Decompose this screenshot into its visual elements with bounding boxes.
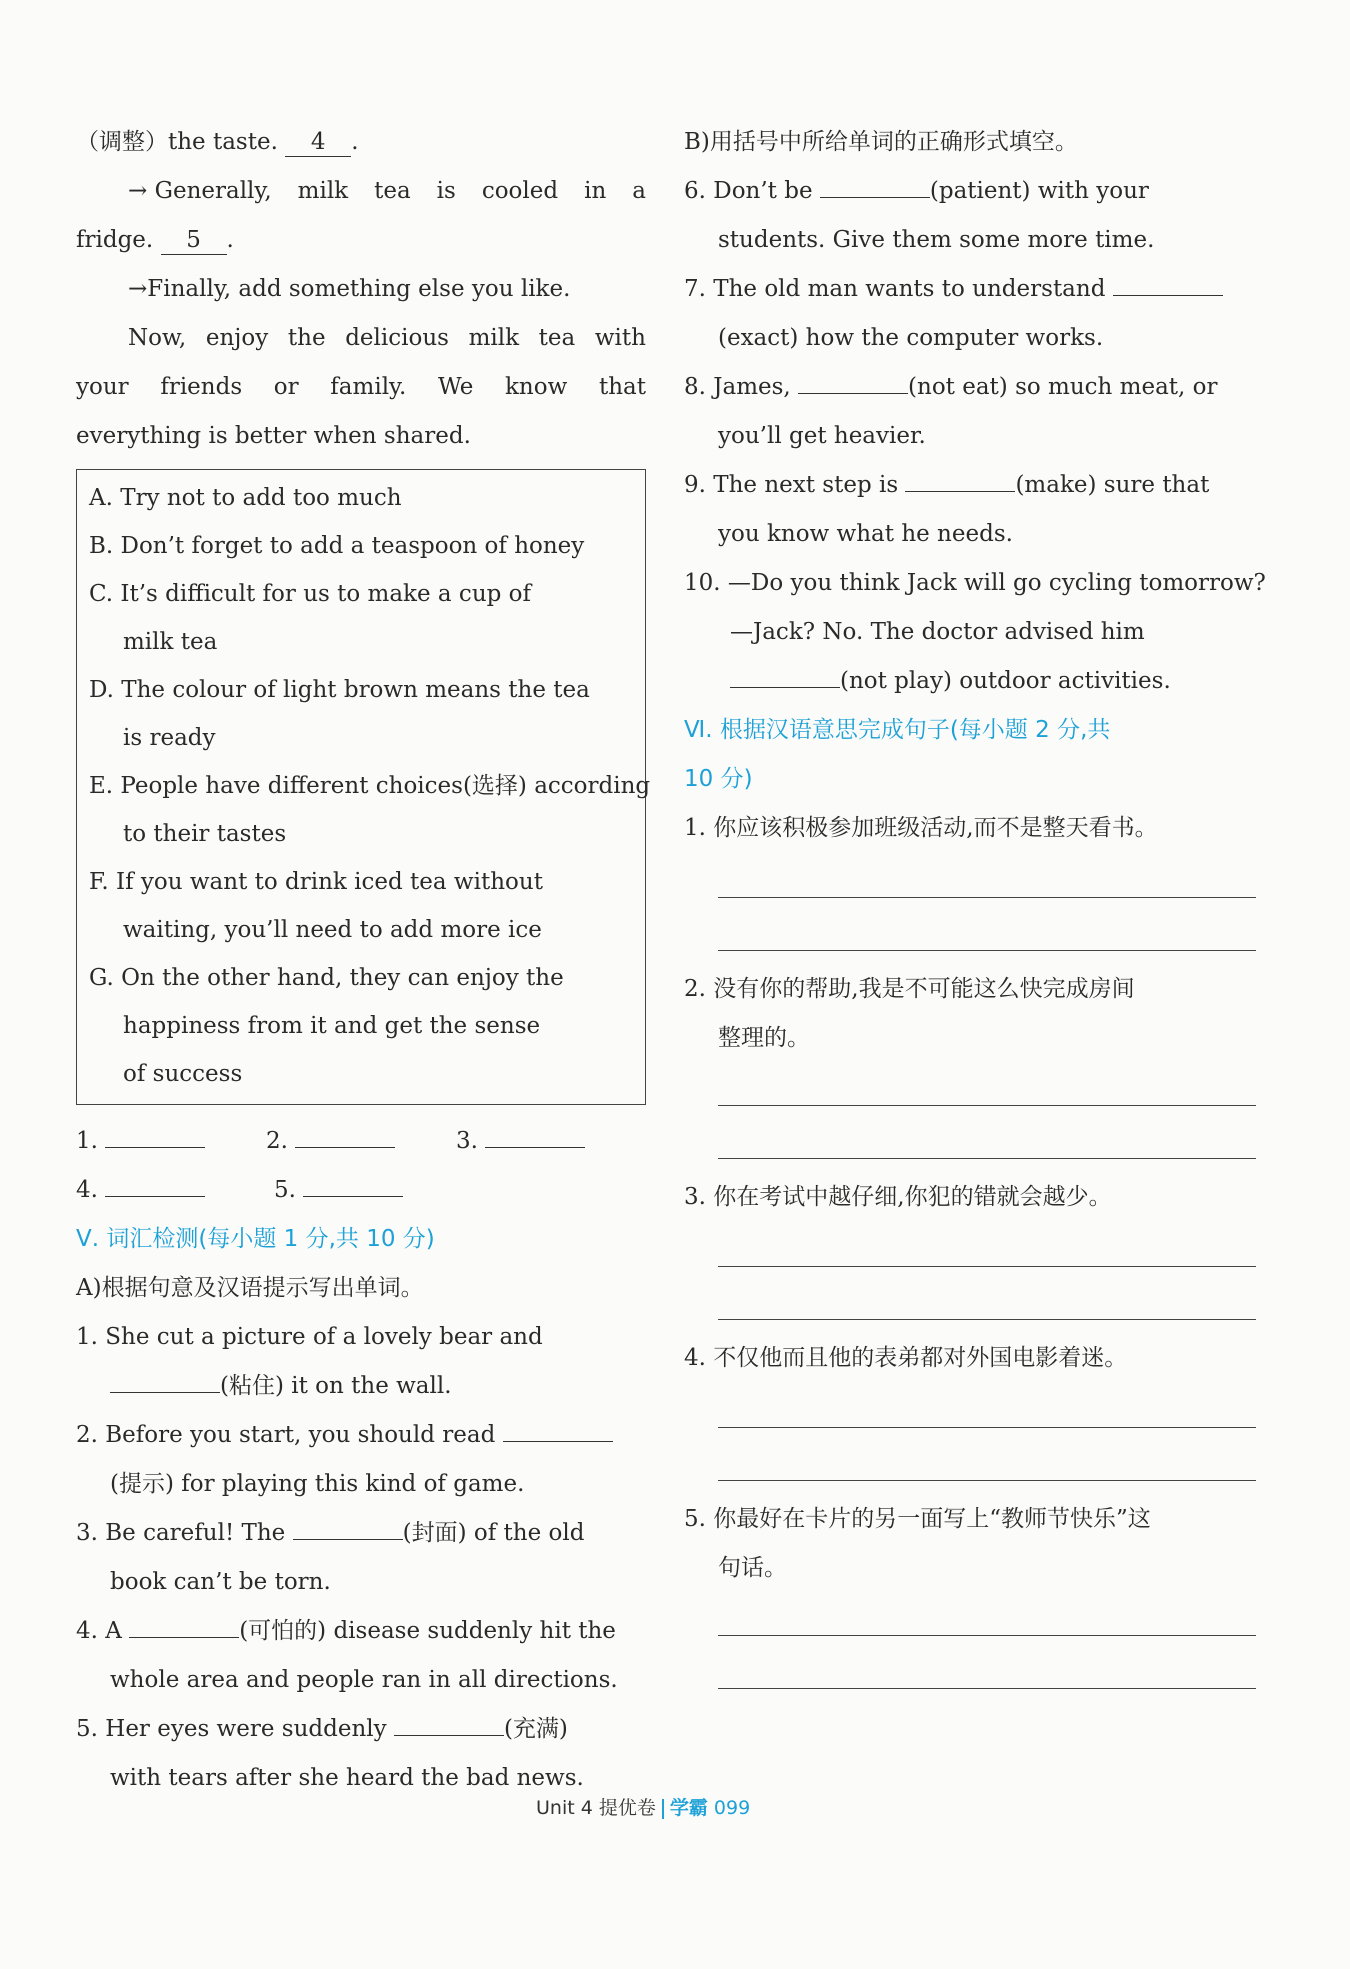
sentence-prompt: 4. 不仅他而且他的表弟都对外国电影着迷。 xyxy=(684,1345,1128,1371)
question-line: 4. A (可怕的) disease suddenly hit the xyxy=(76,1607,646,1656)
question-line: 9. The next step is (make) sure that xyxy=(684,461,1259,510)
option-line: A. Try not to add too much xyxy=(89,485,402,511)
option-line: happiness from it and get the sense xyxy=(123,1013,541,1039)
word: milk xyxy=(297,178,349,204)
word: a xyxy=(632,178,646,204)
word: delicious xyxy=(345,325,449,351)
word: the xyxy=(287,325,326,351)
answer-blank-1[interactable] xyxy=(105,1119,205,1148)
question-line: 5. Her eyes were suddenly (充满) xyxy=(76,1705,646,1754)
question-line: (exact) how the computer works. xyxy=(718,325,1104,351)
sentence-prompt: 1. 你应该积极参加班级活动,而不是整天看书。 xyxy=(684,815,1158,841)
footer-brand: 学霸 xyxy=(669,1797,708,1819)
passage-line xyxy=(76,314,646,363)
passage-line: （调整）the taste. 4 . xyxy=(76,129,359,155)
option-line: F. If you want to drink iced tea without xyxy=(89,869,543,895)
writing-line[interactable] xyxy=(718,1266,1256,1267)
word: → Generally, xyxy=(128,178,272,204)
word: Now, xyxy=(128,325,187,351)
option-line: E. People have different choices(选择) according xyxy=(89,773,651,799)
writing-line[interactable] xyxy=(718,1105,1256,1106)
passage-line: →Finally, add something else you like. xyxy=(128,276,571,302)
option-line: C. It’s difficult for us to make a cup of xyxy=(89,581,532,607)
sentence-prompt: 2. 没有你的帮助,我是不可能这么快完成房间 xyxy=(684,976,1135,1002)
answer-blank[interactable] xyxy=(110,1364,220,1393)
page-number: 099 xyxy=(713,1797,751,1819)
question-line: 6. Don’t be (patient) with your xyxy=(684,167,1259,216)
answer-blank-3[interactable] xyxy=(485,1119,585,1148)
word: know xyxy=(505,374,568,400)
subsection-heading: A)根据句意及汉语提示写出单词。 xyxy=(76,1275,424,1301)
answer-blank[interactable] xyxy=(503,1413,613,1442)
passage-line: fridge. 5 . xyxy=(76,227,234,253)
sentence-prompt: 3. 你在考试中越仔细,你犯的错就会越少。 xyxy=(684,1184,1112,1210)
sentence-prompt: 句话。 xyxy=(718,1555,787,1581)
word: We xyxy=(437,374,474,400)
sentence-prompt: 5. 你最好在卡片的另一面写上“教师节快乐”这 xyxy=(684,1506,1151,1532)
word: with xyxy=(594,325,646,351)
options-box xyxy=(76,469,651,1105)
answer-blank[interactable] xyxy=(129,1609,239,1638)
option-line: to their tastes xyxy=(123,821,287,847)
question-line: (粘住) it on the wall. xyxy=(76,1362,646,1411)
question-line: whole area and people ran in all directions. xyxy=(110,1667,618,1693)
answer-blank[interactable] xyxy=(1113,267,1223,296)
word: milk xyxy=(468,325,520,351)
option-line: is ready xyxy=(123,725,216,751)
passage-line xyxy=(76,363,646,412)
translation-questions xyxy=(684,804,1259,1689)
section-heading: Ⅵ. 根据汉语意思完成句子(每小题 2 分,共 xyxy=(684,717,1111,743)
word: tea xyxy=(374,178,411,204)
question-line: —Jack? No. The doctor advised him xyxy=(730,619,1145,645)
writing-line[interactable] xyxy=(718,1427,1256,1428)
right-column xyxy=(684,118,1266,1703)
word: tea xyxy=(538,325,576,351)
sentence-prompt: 整理的。 xyxy=(718,1025,810,1051)
answer-row: 4. 5. xyxy=(76,1166,646,1215)
question-line: you know what he needs. xyxy=(718,521,1013,547)
question-line: students. Give them some more time. xyxy=(718,227,1155,253)
question-line: (提示) for playing this kind of game. xyxy=(110,1471,525,1497)
answer-blank[interactable] xyxy=(730,659,840,688)
option-line: D. The colour of light brown means the tea xyxy=(89,677,590,703)
question-line: 1. She cut a picture of a lovely bear and xyxy=(76,1324,543,1350)
answer-blank[interactable] xyxy=(394,1707,504,1736)
option-line: of success xyxy=(123,1061,243,1087)
answer-blank-5[interactable]: 5 xyxy=(161,226,227,255)
answer-blank[interactable] xyxy=(820,169,930,198)
word: or xyxy=(273,374,299,400)
option-line: waiting, you’ll need to add more ice xyxy=(123,917,542,943)
answer-row: 1. 2. 3. xyxy=(76,1117,646,1166)
answer-blank[interactable] xyxy=(798,365,908,394)
page-footer xyxy=(536,1793,750,1820)
question-line: (not play) outdoor activities. xyxy=(684,657,1259,706)
footer-unit: Unit 4 提优卷 xyxy=(536,1797,656,1819)
question-line: 10. —Do you think Jack will go cycling tomorrow? xyxy=(684,570,1266,596)
answer-blank-4[interactable] xyxy=(105,1168,205,1197)
option-line: G. On the other hand, they can enjoy the xyxy=(89,965,564,991)
question-line: 2. Before you start, you should read xyxy=(76,1411,646,1460)
word: is xyxy=(436,178,456,204)
writing-line[interactable] xyxy=(718,1635,1256,1636)
word: that xyxy=(598,374,646,400)
writing-line[interactable] xyxy=(718,897,1256,898)
footer-divider xyxy=(662,1799,664,1819)
answer-blank[interactable] xyxy=(293,1511,403,1540)
writing-line[interactable] xyxy=(718,1480,1256,1481)
option-line: milk tea xyxy=(123,629,218,655)
answer-blank[interactable] xyxy=(905,463,1015,492)
section-heading: Ⅴ. 词汇检测(每小题 1 分,共 10 分) xyxy=(76,1226,435,1252)
word: family. xyxy=(330,374,407,400)
writing-line[interactable] xyxy=(718,950,1256,951)
question-line: with tears after she heard the bad news. xyxy=(110,1765,584,1791)
writing-line[interactable] xyxy=(718,1158,1256,1159)
passage-line: everything is better when shared. xyxy=(76,423,471,449)
question-line: you’ll get heavier. xyxy=(718,423,926,449)
subsection-heading: B)用括号中所给单词的正确形式填空。 xyxy=(684,129,1078,155)
word: enjoy xyxy=(205,325,269,351)
section-heading: 10 分) xyxy=(684,766,753,792)
writing-line[interactable] xyxy=(718,1688,1256,1689)
word: cooled xyxy=(481,178,559,204)
writing-line[interactable] xyxy=(718,1319,1256,1320)
question-line: book can’t be torn. xyxy=(110,1569,331,1595)
option-line: B. Don’t forget to add a teaspoon of honey xyxy=(89,533,585,559)
question-line: 3. Be careful! The (封面) of the old xyxy=(76,1509,646,1558)
answer-blank-4[interactable]: 4 xyxy=(285,128,351,157)
question-line: 8. James, (not eat) so much meat, or xyxy=(684,363,1259,412)
word: friends xyxy=(160,374,243,400)
answer-blank-2[interactable] xyxy=(295,1119,395,1148)
passage-line xyxy=(76,167,646,216)
left-column xyxy=(76,118,651,1803)
question-line: 7. The old man wants to understand xyxy=(684,265,1259,314)
word: your xyxy=(76,374,129,400)
answer-blank-5[interactable] xyxy=(303,1168,403,1197)
word: in xyxy=(584,178,607,204)
